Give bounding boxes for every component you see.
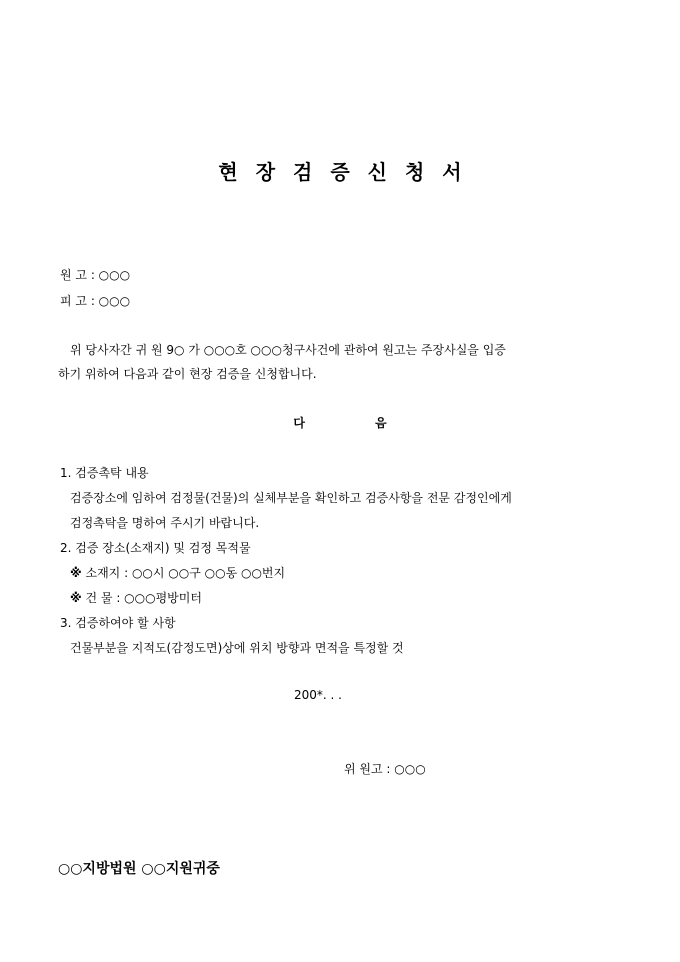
section-2-building: [70, 589, 202, 606]
building-text: 건 물 : ○○○평방미터: [85, 591, 202, 605]
section-3-title: 3. 검증하여야 할 사항: [60, 616, 176, 630]
reference-mark-icon: ※: [70, 591, 82, 605]
intro-paragraph: [58, 338, 638, 386]
intro-line-2: 하기 위하여 다음과 같이 현장 검증을 신청합니다.: [58, 367, 317, 381]
section-heading: 다음: [293, 416, 457, 430]
section-2-title: 2. 검증 장소(소재지) 및 검정 목적물: [60, 541, 251, 555]
document-date: 200*. . .: [294, 688, 342, 702]
location-text: 소재지 : ○○시 ○○구 ○○동 ○○번지: [85, 566, 286, 580]
intro-line-1: 위 당사자간 귀 원 9○ 가 ○○○호 ○○○청구사건에 관하여 원고는 주장사실을 입증: [70, 343, 506, 357]
section-1-body-line-2: 검정촉탁을 명하여 주시기 바랍니다.: [70, 516, 260, 530]
signature-line: 위 원고 : ○○○: [344, 762, 426, 776]
section-1-title: 1. 검증촉탁 내용: [60, 466, 149, 480]
court-addressee: ○○지방법원 ○○지원귀중: [58, 861, 220, 877]
document-title: 현장검증신청서: [218, 160, 480, 184]
section-2-location: [70, 564, 285, 581]
reference-mark-icon: ※: [70, 566, 82, 580]
section-3-body: 건물부분을 지적도(감정도면)상에 위치 방향과 면적을 특정할 것: [70, 641, 404, 655]
plaintiff-line: 원 고 : ○○○: [60, 268, 131, 282]
section-1-body-line-1: 검증장소에 임하여 검정물(건물)의 실체부분을 확인하고 검증사항을 전문 감정인에게: [70, 491, 512, 505]
defendant-line: 피 고 : ○○○: [60, 294, 131, 308]
